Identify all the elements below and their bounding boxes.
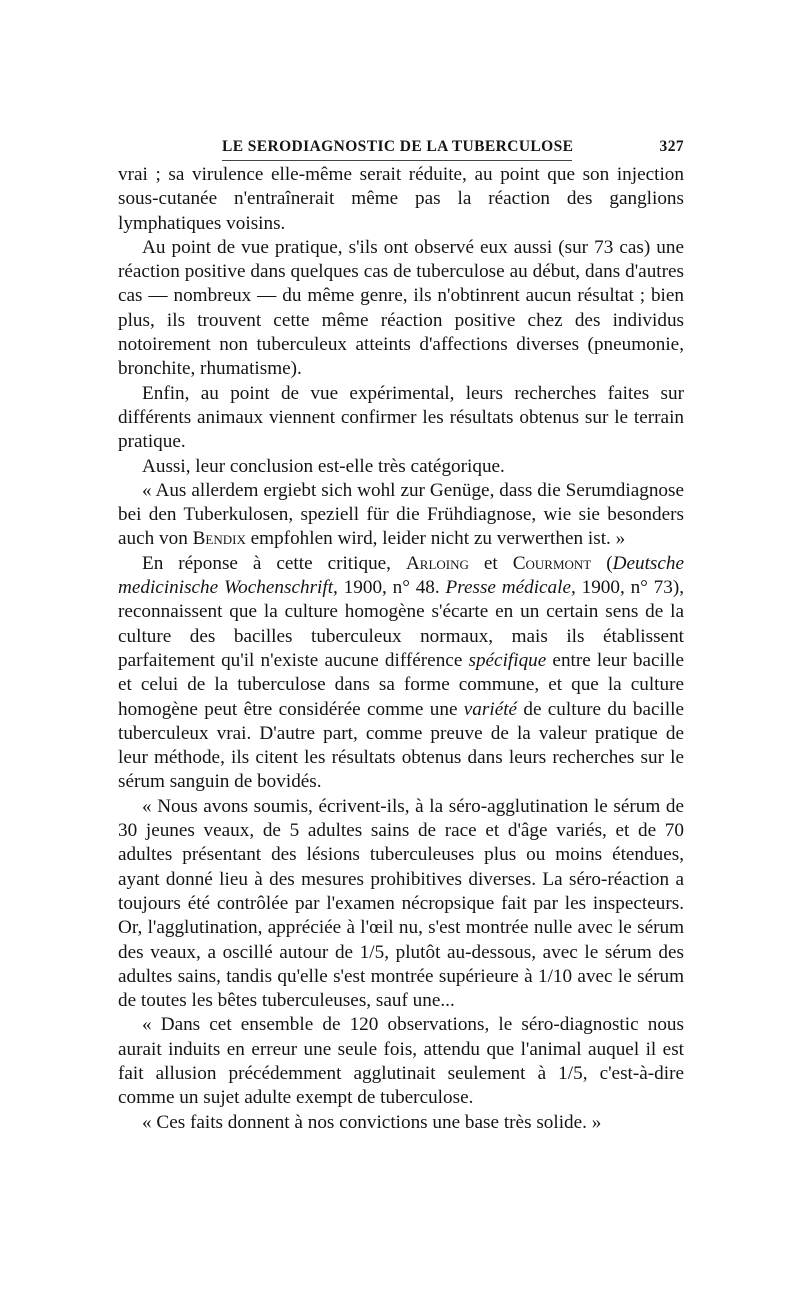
response-body: 1900, n° 73), reconnaissent que la culture homogène s'écarte en un certain sens de la culture des bacilles tuberculeux normaux, mais ils établissent parfaitement qu'il n'existe aucune différence bbox=[118, 577, 685, 671]
running-title: LE SERODIAGNOSTIC DE LA TUBERCULOSE bbox=[222, 138, 574, 155]
journal-deutsche: Deutsche medicinische Wochenschrift, bbox=[118, 552, 685, 599]
paragraph-conclusion: Aussi, leur conclusion est-elle très catégorique. bbox=[142, 455, 505, 477]
paragraph-quote-final: « Ces faits donnent à nos convictions une base très solide. » bbox=[142, 1111, 602, 1133]
author-bendix: Bendix bbox=[192, 528, 246, 550]
author-courmont: Courmont bbox=[512, 552, 592, 574]
paragraph-experimental: Enfin, au point de vue expérimental, leurs recherches faites sur différents animaux viennent confirmer les résultats obtenus sur le terrain pratique. bbox=[118, 382, 684, 453]
response-intro: En réponse à cette critique, bbox=[142, 552, 391, 574]
header-rule bbox=[222, 160, 572, 161]
term-specifique: spécifique bbox=[468, 649, 547, 671]
paragraph-practical: Au point de vue pratique, s'ils ont observé eux aussi (sur 73 cas) une réaction positive dans quelques cas de tuberculose au début, dans d'autres cas — nombreux — du même genre, ils n'obtinrent aucun résultat ; bien plus, ils trouvent cette même réaction positive chez des individus notoirement non tuberculeux atteints d'affections diverses (pneumonie, bronchite, rhumatisme). bbox=[118, 236, 684, 380]
paragraph-quote-observations: « Dans cet ensemble de 120 observations, le séro-diagnostic nous aurait induits en erreur une seule fois, attendu que l'animal auquel il est fait allusion précédemment agglutinait seulement à 1/5, c'est-à-dire comme un sujet adulte exempt de tuberculose. bbox=[118, 1014, 684, 1109]
german-quote-end: empfohlen wird, leider nicht zu verwerthen ist. » bbox=[250, 528, 626, 550]
journal-presse: Presse médicale, bbox=[445, 577, 576, 599]
response-body-2: entre leur bacille et celui de la tuberculose dans sa forme commune, et que la culture homogène peut être considérée comme une bbox=[118, 649, 685, 720]
paragraph-quote-serum: « Nous avons soumis, écrivent-ils, à la séro-agglutination le sérum de 30 jeunes veaux, de 5 adultes sains de race et d'âge variés, et de 70 adultes présentant des lésions tuberculeuses plus ou moins étendues, ayant donné lieu à des mesures prohibitives diverses. La séro-réaction a toujours été contrôlée par l'examen nécropsique fait par les inspecteurs. Or, l'agglutination, appréciée à l'œil nu, s'est montrée nulle avec le sérum des veaux, a oscillé autour de 1/5, plutôt au-dessous, avec le sérum des adultes sains, tandis qu'elle s'est montrée supérieure à 1/10 avec le sérum de toutes les bêtes tuberculeuses, sauf une... bbox=[118, 795, 684, 1012]
response-body-3: de culture du bacille tuberculeux vrai. D'autre part, comme preuve de la valeur pratique de leur méthode, ils citent les résultats obtenus dans leurs recherches sur le sérum sanguin de bovidés. bbox=[118, 698, 684, 793]
paragraph-virulence: vrai ; sa virulence elle-même serait réduite, au point que son injection sous-cutanée n'entraînerait même pas la réaction des ganglions lymphatiques voisins. bbox=[118, 164, 684, 234]
german-quote-text: « Aus allerdem ergiebt sich wohl zur Genüge, dass die Serumdiagnose bei den Tuberkulosen, speziell für die Frühdiagnose, wie sie besonders auch von bbox=[118, 479, 684, 550]
body-text bbox=[118, 163, 684, 1135]
page-number: 327 bbox=[659, 138, 684, 155]
author-arloing: Arloing bbox=[405, 552, 469, 574]
paragraph-german-quote bbox=[118, 479, 684, 552]
journal-deutsche-ref: 1900, n° 48. bbox=[343, 577, 440, 599]
term-variete: variété bbox=[463, 698, 518, 720]
response-and: et bbox=[483, 552, 498, 574]
paragraph-response: En réponse à cette critique, Arloing et Courmont (Deutsche medicinische Wochenschrift, 1900, n° 48. Presse médicale, 1900, n° 73), reconnaissent que la culture homogène s'écarte en un certain sens de la culture des bacilles tuberculeux normaux, mais ils établissent parfaitement qu'il n'existe aucune différence spécifique entre leur bacille et celui de la tuberculose dans sa forme commune, et que la culture homogène peut être considérée comme une variété de culture du bacille tuberculeux vrai. D'autre part, comme preuve de la valeur pratique de leur méthode, ils citent les résultats obtenus dans leurs recherches sur le sérum sanguin de bovidés. bbox=[118, 552, 685, 793]
